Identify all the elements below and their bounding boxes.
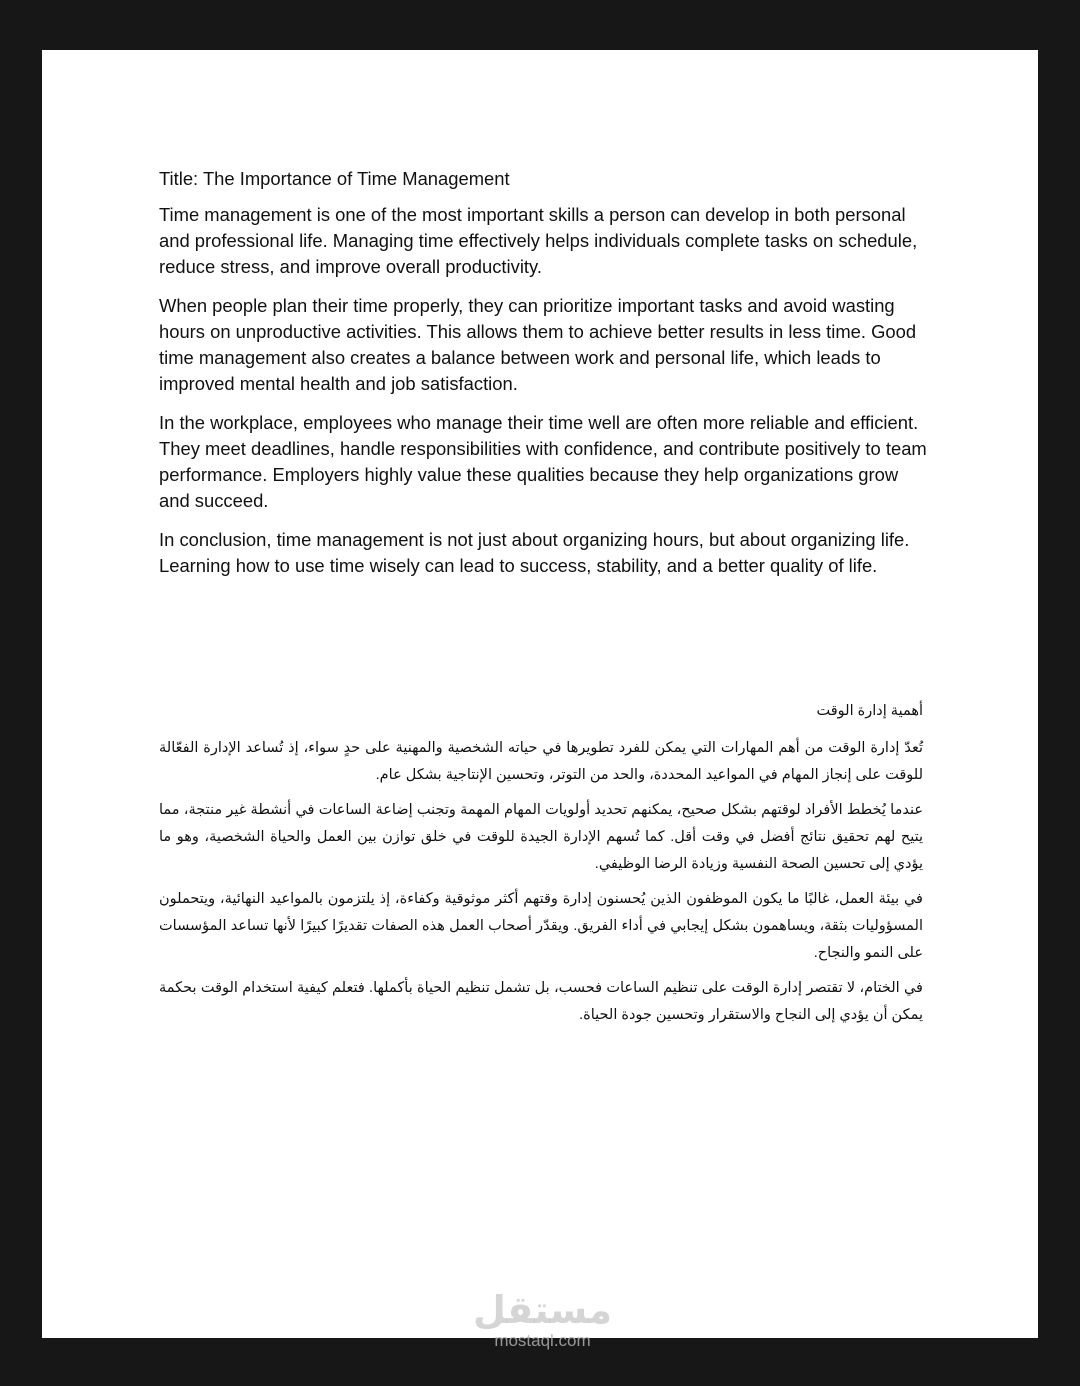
watermark-url: mostaql.com (494, 1331, 591, 1350)
english-paragraph-1: Time management is one of the most important skills a person can develop in both personal and professional life. Managing time effectively helps individuals complete tasks on schedule, reduce stress, and improve overall productivity. (159, 204, 918, 277)
english-paragraph-4: In conclusion, time management is not just about organizing hours, but about organizing life. Learning how to use time wisely can lead to success, stability, and a better quality of life. (159, 529, 910, 576)
watermark-logo: مستقل (473, 1288, 612, 1332)
arabic-title: أهمية إدارة الوقت (816, 703, 923, 719)
document-page (42, 50, 1038, 1338)
arabic-paragraph-4: في الختام، لا تقتصر إدارة الوقت على تنظيم الساعات فحسب، بل تشمل تنظيم الحياة بأكملها. فتعلم كيفية استخدام الوقت بحكمة يمكن أن يؤدي إلى النجاح والاستقرار وتحسين جودة الحياة. (159, 980, 923, 1023)
arabic-paragraph-3: في بيئة العمل، غالبًا ما يكون الموظفون الذين يُحسنون إدارة وقتهم أكثر موثوقية وكفاءة، إذ يلتزمون بالمواعيد النهائية، ويتحملون المسؤوليات بثقة، ويساهمون بشكل إيجابي في أداء الفريق. ويقدّر أصحاب العمل هذه الصفات تقديرًا كبيرًا لأنها تساعد المؤسسات على النمو والنجاح. (159, 891, 923, 961)
mostaql-watermark (460, 1288, 625, 1350)
arabic-paragraph-1: تُعدّ إدارة الوقت من أهم المهارات التي يمكن للفرد تطويرها في حياته الشخصية والمهنية على حدٍ سواء، إذ تُساعد الإدارة الفعّالة للوقت على إنجاز المهام في المواعيد المحددة، والحد من التوتر، وتحسين الإنتاجية بشكل عام. (159, 740, 923, 783)
english-title: Title: The Importance of Time Management (159, 168, 510, 189)
arabic-section (159, 698, 923, 1037)
english-section (159, 166, 929, 592)
arabic-paragraph-2: عندما يُخطط الأفراد لوقتهم بشكل صحيح، يمكنهم تحديد أولويات المهام المهمة وتجنب إضاعة الساعات في أنشطة غير منتجة، مما يتيح لهم تحقيق نتائج أفضل في وقت أقل. كما تُسهم الإدارة الجيدة للوقت في خلق توازن بين العمل والحياة الشخصية، وهو ما يؤدي إلى تحسين الصحة النفسية وزيادة الرضا الوظيفي. (159, 802, 923, 872)
english-paragraph-2: When people plan their time properly, they can prioritize important tasks and avoid wasting hours on unproductive activities. This allows them to achieve better results in less time. Good time management also creates a balance between work and personal life, which leads to improved mental health and job satisfaction. (159, 295, 917, 394)
english-paragraph-3: In the workplace, employees who manage their time well are often more reliable and efficient. They meet deadlines, handle responsibilities with confidence, and contribute positively to team performance. Employers highly value these qualities because they help organizations grow and succeed. (159, 412, 927, 511)
